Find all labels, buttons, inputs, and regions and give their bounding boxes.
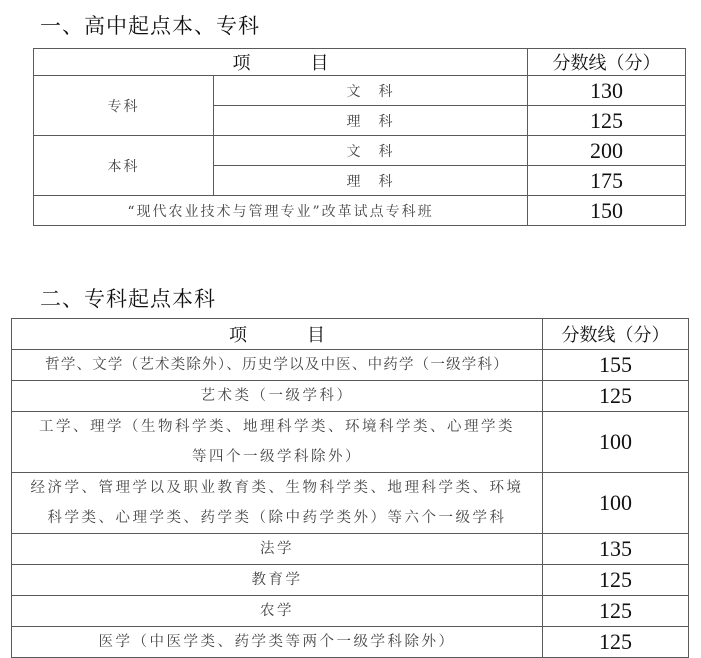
item-cell: 农学: [12, 596, 543, 627]
table-row: [34, 196, 686, 226]
score-cell: 135: [543, 534, 689, 565]
track-cell: 理 科: [214, 106, 528, 136]
score-cell: 125: [543, 627, 689, 658]
score-cell: 125: [543, 596, 689, 627]
item-cell: 教育学: [12, 565, 543, 596]
score-cell: 125: [543, 381, 689, 412]
section1-title: 一、高中起点本、专科: [40, 14, 260, 38]
score-cell: 200: [528, 136, 686, 166]
table-header-row: [34, 49, 686, 76]
table-row: [12, 596, 689, 627]
score-cell: 150: [528, 196, 686, 226]
track-cell: 理 科: [214, 166, 528, 196]
track-cell: 文 科: [214, 76, 528, 106]
level-cell: 本科: [34, 136, 214, 196]
item-cell: 法学: [12, 534, 543, 565]
special-label-cell: “现代农业技术与管理专业”改革试点专科班: [34, 196, 528, 226]
item-cell: 哲学、文学（艺术类除外）、历史学以及中医、中药学（一级学科）: [12, 350, 543, 381]
score-cell: 100: [543, 412, 689, 473]
score-cell: 155: [543, 350, 689, 381]
item-cell: 艺术类（一级学科）: [12, 381, 543, 412]
item-cell: 医学（中医学类、药学类等两个一级学科除外）: [12, 627, 543, 658]
track-cell: 文 科: [214, 136, 528, 166]
score-cell: 125: [528, 106, 686, 136]
item-cell: 工学、理学（生物科学类、地理科学类、环境科学类、心理学类等四个一级学科除外）: [12, 412, 543, 473]
table-row: [12, 473, 689, 534]
table-row: [12, 381, 689, 412]
table-row: [12, 412, 689, 473]
section2-table: [11, 318, 689, 658]
section1-table: [33, 48, 686, 226]
score-cell: 130: [528, 76, 686, 106]
score-cell: 125: [543, 565, 689, 596]
header-item: 项目: [34, 49, 528, 76]
table-row: [34, 136, 686, 166]
header-score: 分数线（分）: [528, 49, 686, 76]
table-row: [12, 627, 689, 658]
table-header-row: [12, 319, 689, 350]
item-cell: 经济学、管理学以及职业教育类、生物科学类、地理科学类、环境科学类、心理学类、药学类（除中药学类外）等六个一级学科: [12, 473, 543, 534]
table-row: [12, 534, 689, 565]
level-cell: 专科: [34, 76, 214, 136]
table-row: [34, 76, 686, 106]
header-item: 项目: [12, 319, 543, 350]
table-row: [12, 350, 689, 381]
score-cell: 100: [543, 473, 689, 534]
score-cell: 175: [528, 166, 686, 196]
table-row: [12, 565, 689, 596]
section2-title: 二、专科起点本科: [40, 287, 216, 311]
header-score: 分数线（分）: [543, 319, 689, 350]
